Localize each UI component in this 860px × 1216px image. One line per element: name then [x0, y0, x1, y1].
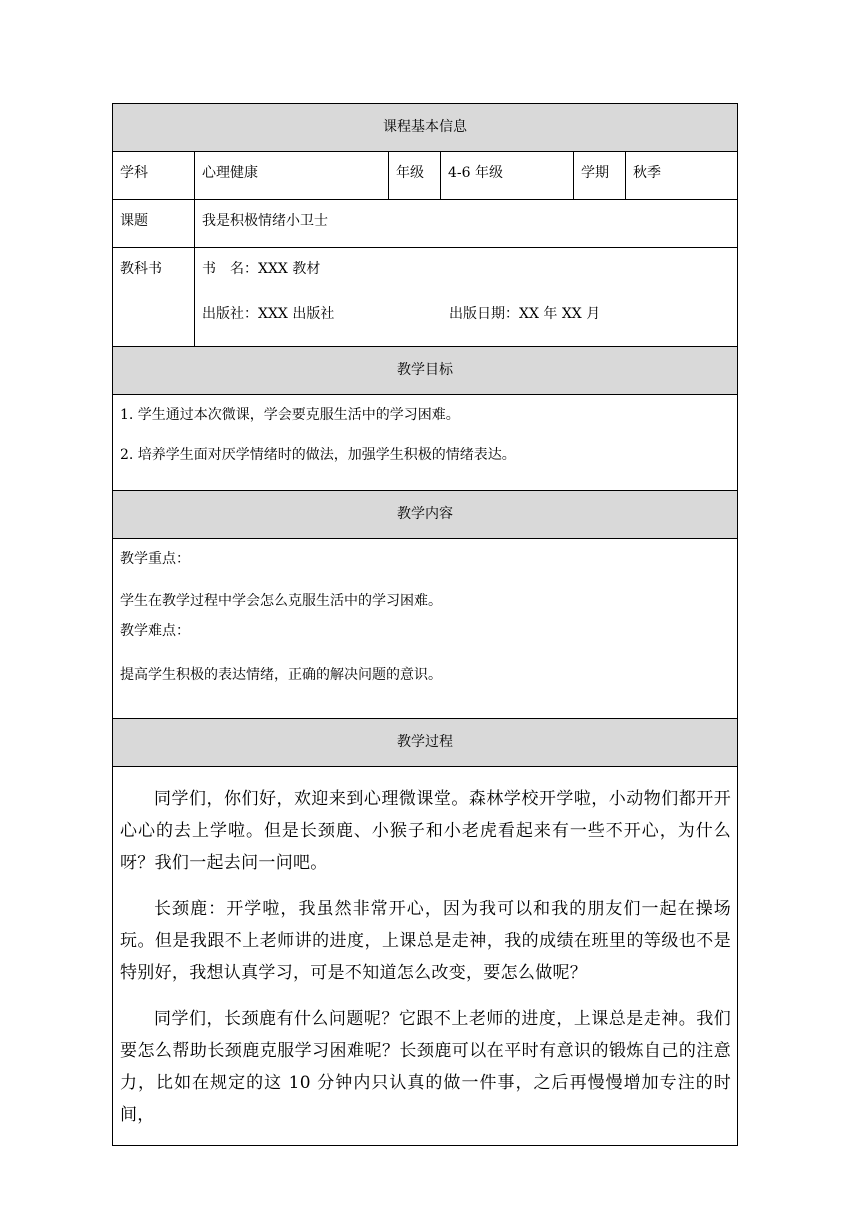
goal-item: 1. 学生通过本次微课，学会要克服生活中的学习困难。: [120, 407, 460, 423]
lesson-plan-table: [112, 103, 738, 1146]
subject-value: 心理健康: [195, 152, 389, 200]
section-content-header: 教学内容: [113, 491, 738, 539]
difficult-point-text: 提高学生积极的表达情绪，正确的解决问题的意识。: [120, 667, 442, 683]
section-goals-header: 教学目标: [113, 347, 738, 395]
grade-value: 4-6 年级: [441, 152, 574, 200]
goals-cell: [113, 395, 738, 491]
section-basic-info-header: 课程基本信息: [113, 104, 738, 152]
term-value: 秋季: [626, 152, 738, 200]
process-paragraph: 同学们，长颈鹿有什么问题呢？它跟不上老师的进度，上课总是走神。我们要怎么帮助长颈鹿克服学习困难呢？长颈鹿可以在平时有意识的锻炼自己的注意力，比如在规定的这 10 分钟内只认真的做一件事，之后再慢慢增加专注的时间，: [120, 1009, 732, 1125]
process-paragraph: 长颈鹿：开学啦，我虽然非常开心，因为我可以和我的朋友们一起在操场玩。但是我跟不上老师讲的进度，上课总是走神，我的成绩在班里的等级也不是特别好，我想认真学习，可是不知道怎么改变，要怎么做呢？: [120, 899, 732, 983]
subject-label: 学科: [113, 152, 195, 200]
process-cell: [113, 767, 738, 1146]
topic-label: 课题: [113, 200, 195, 248]
goal-item: 2. 培养学生面对厌学情绪时的做法，加强学生积极的情绪表达。: [120, 447, 516, 463]
textbook-name: 书 名：XXX 教材: [202, 261, 321, 277]
textbook-info: [195, 248, 738, 347]
key-point-text: 学生在教学过程中学会怎么克服生活中的学习困难。: [120, 593, 442, 609]
textbook-label: 教科书: [113, 248, 195, 347]
term-label: 学期: [574, 152, 626, 200]
grade-label: 年级: [389, 152, 441, 200]
topic-value: 我是积极情绪小卫士: [195, 200, 738, 248]
key-point-label: 教学重点：: [120, 551, 190, 567]
lesson-plan-document: [112, 103, 737, 1146]
textbook-publish-date: 出版日期：XX 年 XX 月: [449, 306, 601, 322]
content-cell: [113, 539, 738, 719]
textbook-publisher: 出版社：XXX 出版社: [202, 306, 335, 322]
process-paragraph: 同学们，你们好，欢迎来到心理微课堂。森林学校开学啦，小动物们都开开心心的去上学啦。但是长颈鹿、小猴子和小老虎看起来有一些不开心，为什么呀？我们一起去问一问吧。: [120, 789, 732, 873]
section-process-header: 教学过程: [113, 719, 738, 767]
difficult-point-label: 教学难点：: [120, 623, 190, 639]
